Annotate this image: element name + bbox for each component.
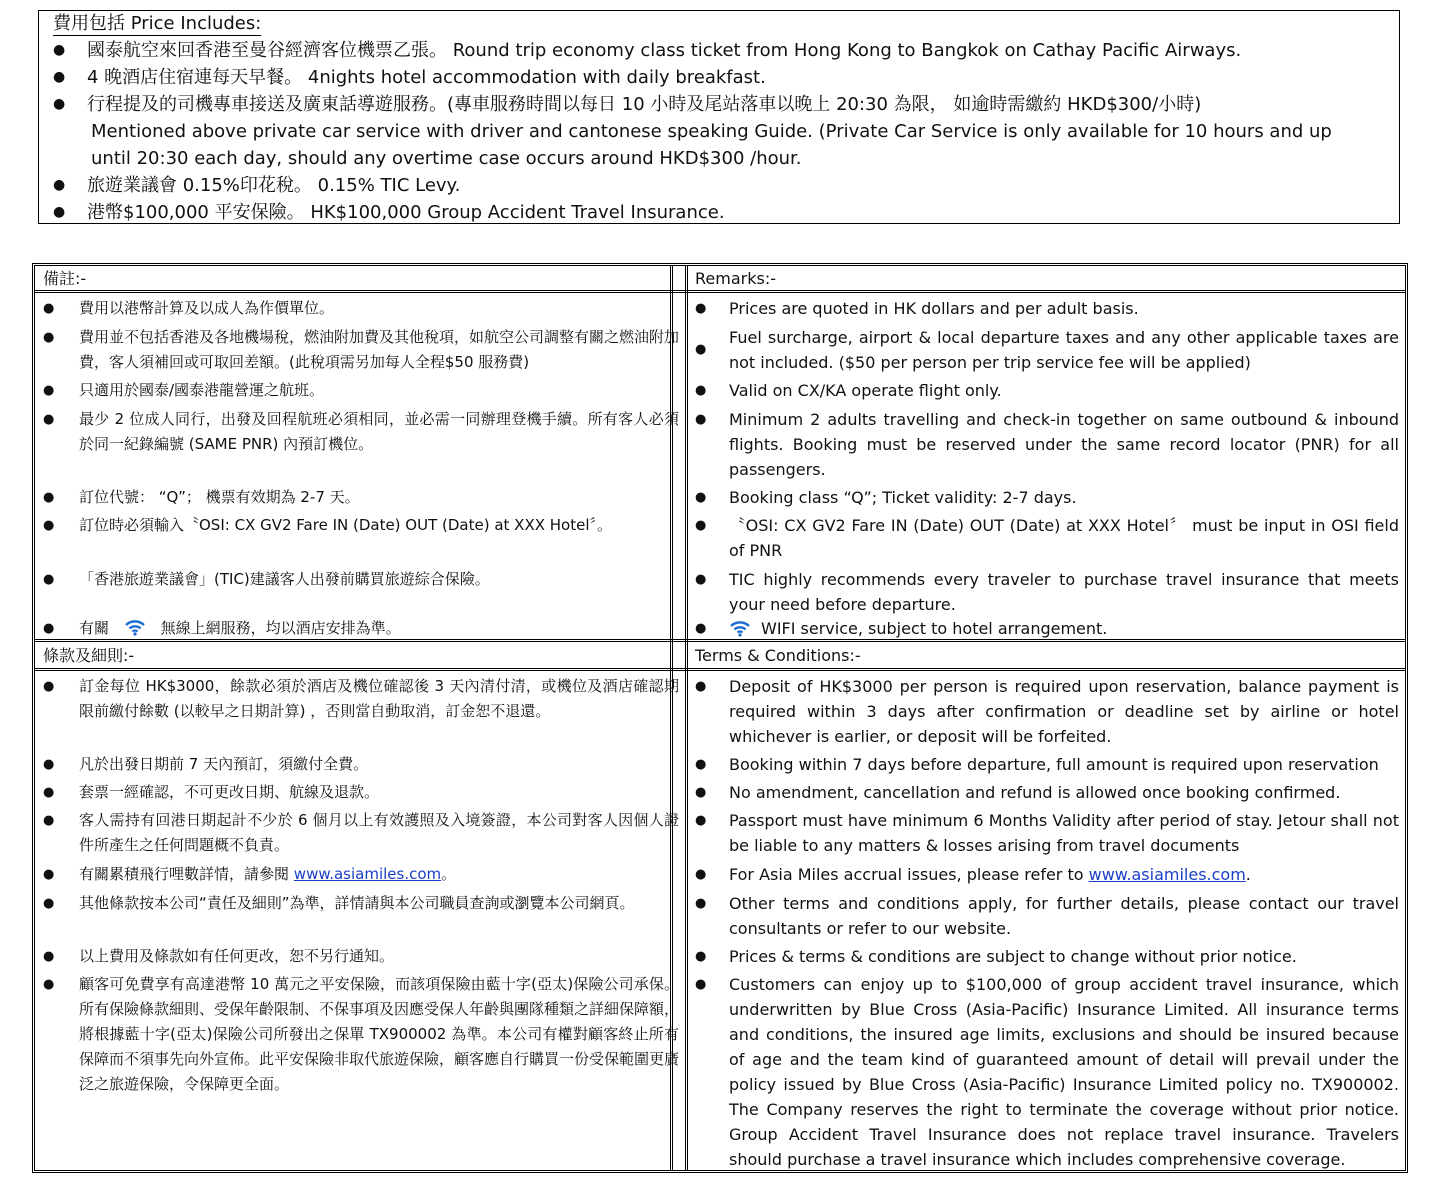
remarks-terms-table: 備註:- Remarks:- ● 費用以港幣計算及以成人為作價單位。 ● 費用並不包括香港及各地機場稅，燃油附加費及其他稅項，如航空公司調整有關之燃油附加費，客人須補回或可取回差額。(此稅項需另加每人全程$50 服務費) ● 只適用於國泰/國泰港龍營運之航班。 ● 最少 2 位成人同行，出發及回程航班必須相同，並必需一同辦理登機手續。所有客人必須於同一紀錄編號 (SAME PNR) 內預訂機位。 ● 訂位代號： “Q”； 機票有效期為 2-7 天。 ● 訂位時必須輸入〝OSI: CX GV2 Fare IN (Date) OUT (Date) at XXX Hotel〞。 ● 「香港旅遊業議會」(TIC)建議客人出發前購買旅遊綜合保險。 ● 有關 無線上網服務，均以酒店安排為準。 ● Prices are quoted in HK dollars and per adult basis. ● Fuel surcharge, airport & local departure taxes and any other applicable taxes are not included. ($50 per person per trip service fee will be applied) ● Valid on CX/KA operate flight only. ● Minimum 2 adults travelling and check-in together on same outbound & inbound flights. Booking must be reserved under the same record locator (PNR) for all passengers. ● Booking class “Q”; Ticket validity: 2-7 days. ● 〝OSI: CX GV2 Fare IN (Date) OUT (Date) at XXX Hotel〞 must be input in OSI field of PNR ● TIC highly recommends every traveler to purchase travel insurance that meets your need before departure. ● WIFI service, subject to hotel arrangement. 條款及細則:- Terms & Conditions:- ● 訂金每位 HK$3000，餘款必須於酒店及機位確認後 3 天內清付清，或機位及酒店確認期限前繳付餘數 (以較早之日期計算) ，否則當自動取消，訂金恕不退還。 ● 凡於出發日期前 7 天內預訂，須繳付全費。 ● 套票一經確認，不可更改日期、航線及退款。 ● 客人需持有回港日期起計不少於 6 個月以上有效護照及入境簽證，本公司對客人因個人證件所產生之任何問題概不負責。 ● 有關累積飛行哩數詳情，請參閱 www.asiamiles.com。 ● 其他條款按本公司“責任及細則”為準，詳情請與本公司職員查詢或瀏覽本公司網頁。 ● 以上費用及條款如有任何更改，恕不另行通知。 ● 顧客可免費享有高達港幣 10 萬元之平安保險，而該項保險由藍十字(亞太)保險公司承保。所有保險條款細則、受保年齡限制、不保事項及因應受保人年齡與團隊種類之詳細保障額，將根據藍十字(亞太)保險公司所發出之保單 TX900002 為準。本公司有權對顧客終止所有保障而不須事先向外宣佈。此平安保險非取代旅遊保險，顧客應自行購買一份受保範圍更廣泛之旅遊保險，令保障更全面。 ● Deposit of HK$3000 per person is required upon reservation, balance payment is required within 3 days after confirmation or deadline set by airline or hotel whichever is earlier, or deposit will be forfeited. ● Booking within 7 days before departure, full amount is required upon reservation ● No amendment, cancellation and refund is allowed once booking confirmed. ● Passport must have minimum 6 Months Validity after period of stay. Jetour shall not be liable to any matters & losses arising from travel documents ● For Asia Miles accrual issues, please refer to www.asiamiles.com. ● Other terms and conditions apply, for further details, please contact our travel consultants or refer to our website. ● Prices & terms & conditions are subject to change without prior notice. ● Customers can enjoy up to $100,000 of group accident travel insurance, which underwritten by Blue Cross (Asia-Pacific) Insurance Limited. All insurance terms and conditions, the insured age limits, exclusions and should be insured because of age and the team kind of guaranteed amount of detail will prevail under the policy issued by Blue Cross (Asia-Pacific) Insurance Limited policy no. TX900002. The Company reserves the right to terminate the coverage without prior notice. Group Accident Travel Insurance does not replace travel insurance. Travelers should purchase a travel insurance which includes comprehensive coverage. xyxy=(32,263,1408,1173)
asiamiles-link[interactable]: www.asiamiles.com xyxy=(293,865,442,883)
asiamiles-link[interactable]: www.asiamiles.com xyxy=(1088,865,1246,884)
row-divider xyxy=(35,290,1405,293)
wifi-icon xyxy=(729,619,751,644)
remarks-header-en: Remarks:- xyxy=(695,269,776,288)
include-item-continuation: Mentioned above private car service with driver and cantonese speaking Guide. (Private Car Service is only available for 10 hours and up xyxy=(91,121,1332,142)
column-divider xyxy=(685,266,688,1170)
wifi-icon xyxy=(124,618,146,644)
remarks-header-zh: 備註:- xyxy=(43,269,87,288)
terms-header-zh: 條款及細則:- xyxy=(43,646,135,665)
price-includes-title: 費用包括 Price Includes: xyxy=(53,13,262,34)
terms-header-en: Terms & Conditions:- xyxy=(695,646,861,665)
include-item-continuation: until 20:30 each day, should any overtime case occurs around HKD$300 /hour. xyxy=(91,148,802,169)
row-divider xyxy=(35,668,1405,671)
price-includes-box: 費用包括 Price Includes: ● 國泰航空來回香港至曼谷經濟客位機票乙張。 Round trip economy class ticket from Hong Kong to Bangkok on Cathay Pacific Airways. ● 4 晚酒店住宿連每天早餐。 4nights hotel accommodation with daily breakfast. ● 行程提及的司機專車接送及廣東話導遊服務。(專車服務時間以每日 10 小時及尾站落車以晚上 20:30 為限， 如逾時需繳約 HKD$300/小時) Mentioned above private car service with driver and cantonese speaking Guide. (Private Car Service is only available for 10 hours and up until 20:30 each day, should any overtime case occurs around HKD$300 /hour. ● 旅遊業議會 0.15%印花稅。 0.15% TIC Levy. ● 港幣$100,000 平安保險。 HK$100,000 Group Accident Travel Insurance. xyxy=(38,10,1400,224)
